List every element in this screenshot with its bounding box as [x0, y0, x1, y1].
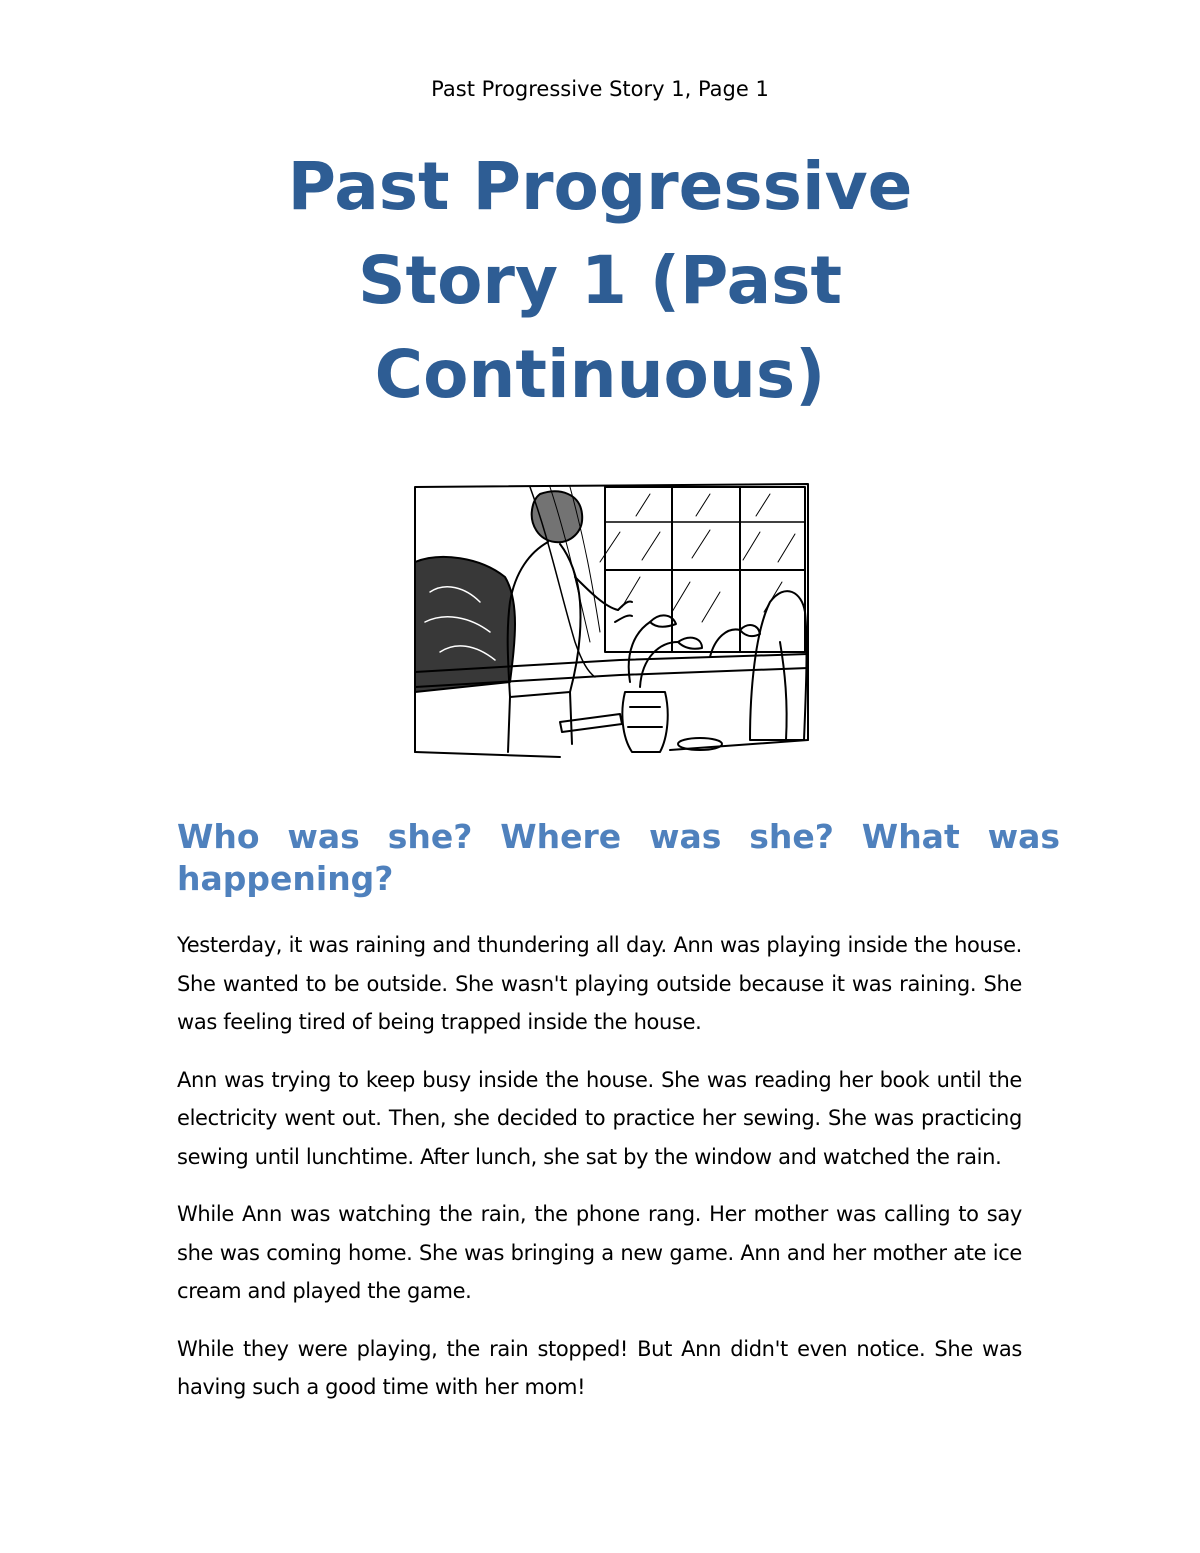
story-paragraph: Ann was trying to keep busy inside the house. She was reading her book until the electricity went out. Then, she decided to practice her sewing. She was practicing sewing until lunchtime. After lunch, she sat by the window and watched the rain.	[177, 1067, 1022, 1169]
document-title: Past Progressive Story 1 (Past Continuous)	[287, 148, 913, 413]
girl-at-window-illustration	[410, 482, 814, 772]
story-paragraph: Yesterday, it was raining and thundering all day. Ann was playing inside the house. She wanted to be outside. She wasn't playing outside because it was raining. She was feeling tired of being trapped inside the house.	[177, 933, 1022, 1034]
page-header: Past Progressive Story 1, Page 1	[431, 77, 769, 101]
story-paragraph: While they were playing, the rain stopped! But Ann didn't even notice. She was having such a good time with her mom!	[177, 1336, 1022, 1399]
story-paragraph: While Ann was watching the rain, the phone rang. Her mother was calling to say she was coming home. She was bringing a new game. Ann and her mother ate ice cream and played the game.	[177, 1202, 1022, 1303]
story-body	[177, 926, 1022, 1426]
section-heading: Who was she? Where was she? What was happening?	[177, 817, 1060, 898]
